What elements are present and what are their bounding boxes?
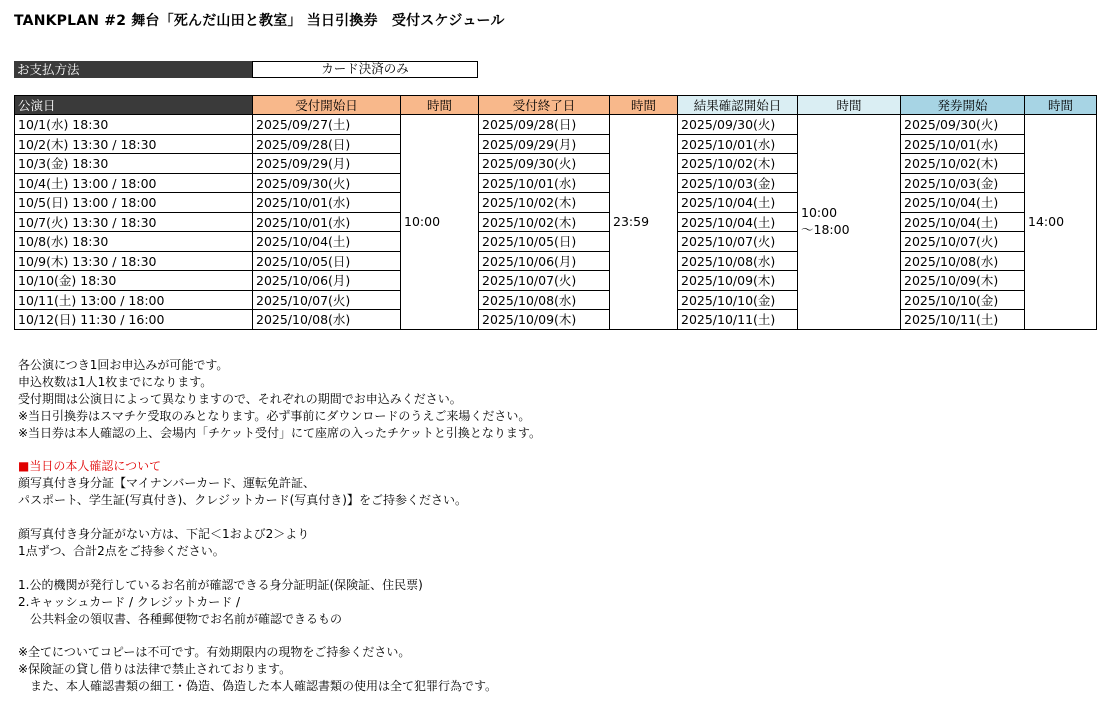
header-time-3: 時間 bbox=[798, 96, 901, 115]
note-line: ※当日券は本人確認の上、会場内「チケット受付」にて座席の入ったチケットと引換となります。 bbox=[18, 425, 541, 440]
table-row bbox=[15, 290, 1097, 310]
issue-start-cell: 2025/10/08(水) bbox=[901, 251, 1025, 271]
reception-end-cell: 2025/10/05(日) bbox=[479, 232, 610, 252]
reception-start-cell: 2025/09/27(土) bbox=[253, 115, 401, 135]
result-start-cell: 2025/09/30(火) bbox=[678, 115, 798, 135]
reception-end-cell: 2025/09/30(火) bbox=[479, 154, 610, 174]
table-row bbox=[15, 115, 1097, 135]
issue-start-cell: 2025/10/04(土) bbox=[901, 193, 1025, 213]
performance-cell: 10/7(火) 13:30 / 18:30 bbox=[15, 212, 253, 232]
note-line: 顔写真付き身分証がない方は、下記＜1および2＞より bbox=[18, 527, 310, 542]
header-issue-start: 発券開始 bbox=[901, 96, 1025, 115]
reception-start-cell: 2025/10/01(水) bbox=[253, 212, 401, 232]
note-line: 公共料金の領収書、各種郵便物でお名前が確認できるもの bbox=[18, 611, 343, 626]
issue-time: 14:00 bbox=[1025, 115, 1097, 330]
reception-start-cell: 2025/09/29(月) bbox=[253, 154, 401, 174]
result-start-cell: 2025/10/08(水) bbox=[678, 251, 798, 271]
reception-start-cell: 2025/09/30(火) bbox=[253, 173, 401, 193]
issue-start-cell: 2025/09/30(火) bbox=[901, 115, 1025, 135]
note-line: 顔写真付き身分証【マイナンバーカード、運転免許証、 bbox=[18, 476, 316, 491]
note-line bbox=[18, 442, 541, 459]
performance-cell: 10/4(土) 13:00 / 18:00 bbox=[15, 173, 253, 193]
note-line: ※保険証の貸し借りは法律で禁止されております。 bbox=[18, 662, 292, 677]
result-start-cell: 2025/10/10(金) bbox=[678, 290, 798, 310]
table-row bbox=[15, 173, 1097, 193]
reception-start-cell: 2025/10/06(月) bbox=[253, 271, 401, 291]
issue-start-cell: 2025/10/11(土) bbox=[901, 310, 1025, 330]
reception-end-cell: 2025/09/28(日) bbox=[479, 115, 610, 135]
table-header-row bbox=[15, 96, 1097, 115]
result-start-cell: 2025/10/07(火) bbox=[678, 232, 798, 252]
issue-start-cell: 2025/10/07(火) bbox=[901, 232, 1025, 252]
result-time-line2: ～18:00 bbox=[801, 222, 850, 238]
performance-cell: 10/5(日) 13:00 / 18:00 bbox=[15, 193, 253, 213]
payment-method-value: カード決済のみ bbox=[252, 61, 478, 78]
reception-end-cell: 2025/10/02(木) bbox=[479, 193, 610, 213]
performance-cell: 10/2(木) 13:30 / 18:30 bbox=[15, 134, 253, 154]
issue-start-cell: 2025/10/03(金) bbox=[901, 173, 1025, 193]
reception-start-cell: 2025/09/28(日) bbox=[253, 134, 401, 154]
reception-start-cell: 2025/10/01(水) bbox=[253, 193, 401, 213]
reception-end-cell: 2025/10/06(月) bbox=[479, 251, 610, 271]
result-start-cell: 2025/10/11(土) bbox=[678, 310, 798, 330]
reception-end-time: 23:59 bbox=[610, 115, 678, 330]
header-performance: 公演日 bbox=[15, 96, 253, 115]
reception-start-cell: 2025/10/04(土) bbox=[253, 232, 401, 252]
payment-method-box bbox=[14, 61, 478, 78]
performance-cell: 10/11(土) 13:00 / 18:00 bbox=[15, 290, 253, 310]
issue-start-cell: 2025/10/02(木) bbox=[901, 154, 1025, 174]
performance-cell: 10/10(金) 18:30 bbox=[15, 271, 253, 291]
result-start-cell: 2025/10/04(土) bbox=[678, 212, 798, 232]
result-start-cell: 2025/10/03(金) bbox=[678, 173, 798, 193]
note-line bbox=[18, 628, 541, 645]
reception-end-cell: 2025/10/09(木) bbox=[479, 310, 610, 330]
header-time-1: 時間 bbox=[401, 96, 479, 115]
note-line bbox=[18, 509, 541, 526]
note-line bbox=[18, 560, 541, 577]
header-time-4: 時間 bbox=[1025, 96, 1097, 115]
reception-start-cell: 2025/10/08(水) bbox=[253, 310, 401, 330]
notes-section bbox=[18, 357, 541, 695]
result-start-cell: 2025/10/09(木) bbox=[678, 271, 798, 291]
table-row bbox=[15, 310, 1097, 330]
result-start-cell: 2025/10/02(木) bbox=[678, 154, 798, 174]
issue-start-cell: 2025/10/01(水) bbox=[901, 134, 1025, 154]
result-time bbox=[798, 115, 901, 330]
issue-start-cell: 2025/10/10(金) bbox=[901, 290, 1025, 310]
schedule-table bbox=[14, 95, 1097, 330]
performance-cell: 10/12(日) 11:30 / 16:00 bbox=[15, 310, 253, 330]
reception-start-time: 10:00 bbox=[401, 115, 479, 330]
reception-start-cell: 2025/10/07(火) bbox=[253, 290, 401, 310]
table-row bbox=[15, 154, 1097, 174]
payment-method-label: お支払方法 bbox=[14, 61, 252, 78]
reception-end-cell: 2025/10/01(水) bbox=[479, 173, 610, 193]
reception-end-cell: 2025/09/29(月) bbox=[479, 134, 610, 154]
header-result-start: 結果確認開始日 bbox=[678, 96, 798, 115]
performance-cell: 10/1(水) 18:30 bbox=[15, 115, 253, 135]
header-reception-start: 受付開始日 bbox=[253, 96, 401, 115]
issue-start-cell: 2025/10/09(木) bbox=[901, 271, 1025, 291]
reception-end-cell: 2025/10/07(火) bbox=[479, 271, 610, 291]
performance-cell: 10/3(金) 18:30 bbox=[15, 154, 253, 174]
performance-cell: 10/8(水) 18:30 bbox=[15, 232, 253, 252]
table-row bbox=[15, 212, 1097, 232]
note-line: 受付期間は公演日によって異なりますので、それぞれの期間でお申込みください。 bbox=[18, 391, 462, 406]
note-line: また、本人確認書類の細工・偽造、偽造した本人確認書類の使用は全て犯罪行為です。 bbox=[18, 679, 498, 694]
id-check-heading: ■当日の本人確認について bbox=[18, 459, 162, 474]
note-line: 各公演につき1回お申込みが可能です。 bbox=[18, 358, 229, 372]
note-line: 1点ずつ、合計2点をご持参ください。 bbox=[18, 543, 225, 558]
note-line: 1.公的機関が発行しているお名前が確認できる身分証明証(保険証、住民票) bbox=[18, 577, 423, 592]
page-title: TANKPLAN #2 舞台「死んだ山田と教室」 当日引換券 受付スケジュール bbox=[14, 13, 505, 29]
header-reception-end: 受付終了日 bbox=[479, 96, 610, 115]
note-line: 2.キャッシュカード / クレジットカード / bbox=[18, 594, 241, 609]
note-line: ※当日引換券はスマチケ受取のみとなります。必ず事前にダウンロードのうえご来場ください。 bbox=[18, 408, 531, 423]
reception-end-cell: 2025/10/08(水) bbox=[479, 290, 610, 310]
note-line: パスポート、学生証(写真付き)、クレジットカード(写真付き)】をご持参ください。 bbox=[18, 493, 467, 508]
performance-cell: 10/9(木) 13:30 / 18:30 bbox=[15, 251, 253, 271]
issue-start-cell: 2025/10/04(土) bbox=[901, 212, 1025, 232]
table-row bbox=[15, 232, 1097, 252]
header-time-2: 時間 bbox=[610, 96, 678, 115]
result-start-cell: 2025/10/04(土) bbox=[678, 193, 798, 213]
note-line: 申込枚数は1人1枚までになります。 bbox=[18, 374, 213, 389]
table-row bbox=[15, 251, 1097, 271]
table-row bbox=[15, 193, 1097, 213]
result-start-cell: 2025/10/01(水) bbox=[678, 134, 798, 154]
table-row bbox=[15, 271, 1097, 291]
reception-end-cell: 2025/10/02(木) bbox=[479, 212, 610, 232]
note-line: ※全てについてコピーは不可です。有効期限内の現物をご持参ください。 bbox=[18, 645, 411, 660]
result-time-line1: 10:00 bbox=[801, 205, 838, 221]
table-row bbox=[15, 134, 1097, 154]
reception-start-cell: 2025/10/05(日) bbox=[253, 251, 401, 271]
